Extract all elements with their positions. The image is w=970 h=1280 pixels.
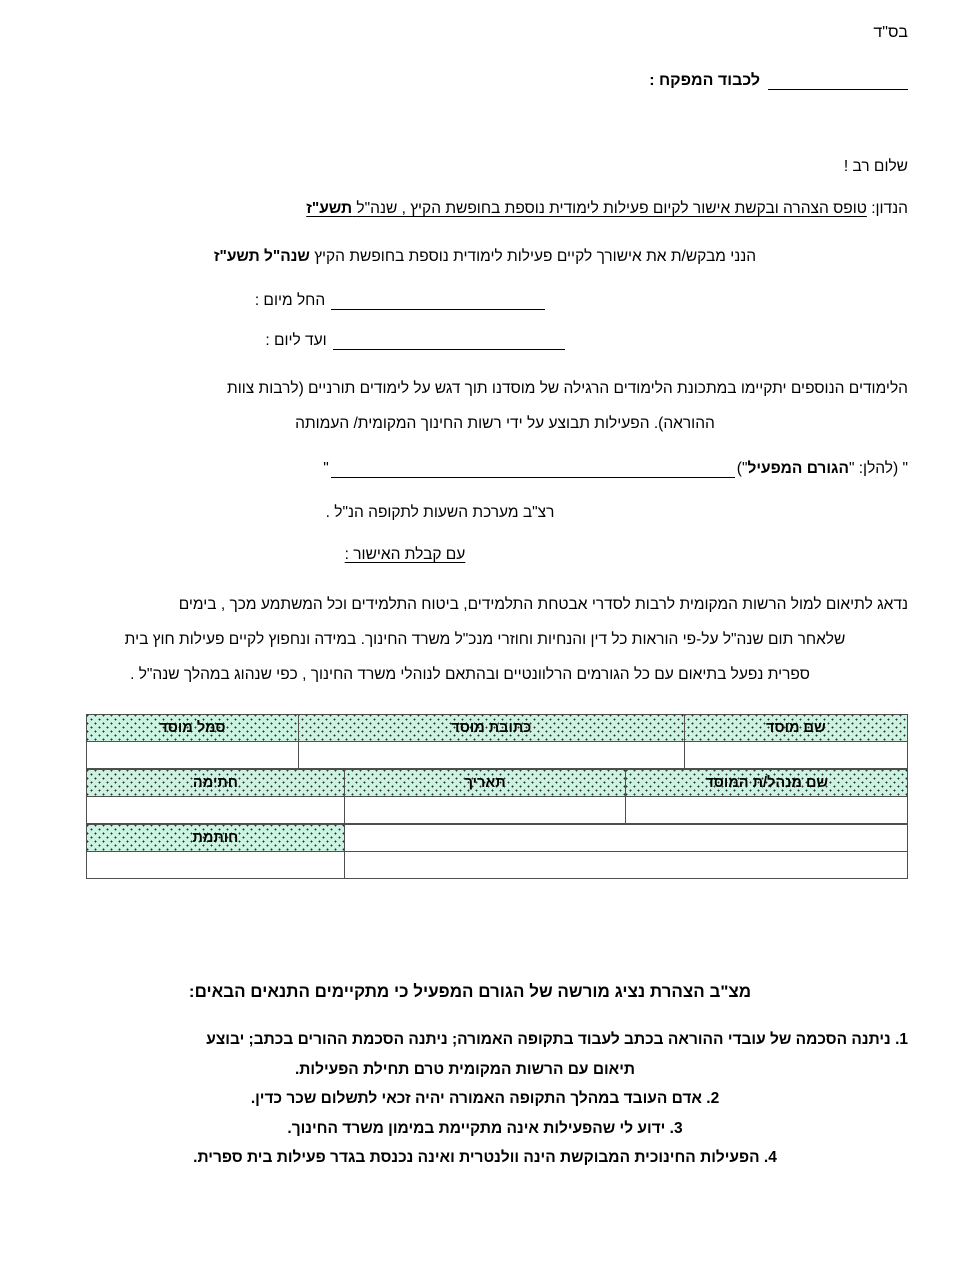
operator-suffix-open: " (להלן: ": [848, 460, 908, 477]
item-2-number: 2.: [706, 1090, 720, 1107]
table-section-1: [86, 714, 908, 769]
item-2-text: אדם העובד במהלך התקופה האמורה יהיה זכאי לתשלום שכר כדין.: [250, 1090, 702, 1107]
table-row: [87, 797, 908, 824]
table-row: [87, 852, 908, 879]
studies-paragraph: [62, 372, 908, 442]
subject-prefix: הנדון:: [871, 200, 908, 217]
operator-suffix: [737, 460, 908, 478]
input-principal-name[interactable]: [626, 797, 908, 824]
date-to-blank-line[interactable]: [333, 334, 565, 350]
date-from-blank-line[interactable]: [331, 294, 545, 310]
institution-details-table: [86, 714, 908, 879]
bsd-header: בס"ד: [873, 24, 908, 41]
list-item: [62, 1091, 908, 1107]
operator-open-quote: ": [323, 460, 329, 477]
addressee-label: לכבוד המפקח :: [649, 72, 760, 89]
coord-line-2: שלאחר תום שנה"ל על-פי הוראות כל דין והנחיות וחוזרי מנכ"ל משרד החינוך. במידה ונחפוץ לקיים פעילות חוץ בית: [124, 630, 846, 648]
declaration-item-1-line-1: [62, 1032, 908, 1048]
greeting-text: שלום רב !: [843, 158, 908, 175]
header-institution-symbol: סמל מוסד: [87, 715, 299, 742]
header-stamp: חותמת: [87, 825, 345, 852]
stamp-spacer-cell-2: [344, 852, 907, 879]
input-signature[interactable]: [87, 797, 345, 824]
header-signature: חתימה: [87, 770, 345, 797]
input-institution-address[interactable]: [298, 742, 684, 769]
operator-blank-line[interactable]: [331, 461, 735, 478]
request-line: [62, 248, 908, 266]
studies-line-1: הלימודים הנוספים יתקיימו במתכונת הלימודים הרגילה של מוסדנו תוך דגש על לימודים תורניים (לרבות צוות: [227, 380, 908, 397]
coord-line-1: נדאג לתיאום למול הרשות המקומית לרבות לסדרי אבטחת התלמידים, ביטוח התלמידים וכל המשתמע מכך , בימים: [178, 596, 908, 613]
item-3-text: ידוע לי שהפעילות אינה מתקיימת במימון משרד החינוך.: [287, 1119, 666, 1137]
item-4-number: 4.: [763, 1149, 777, 1166]
declaration-items-list: [62, 1032, 908, 1180]
studies-line-2: ההוראה). הפעילות תבוצע על ידי רשות החינוך המקומית/ העמותה: [295, 414, 715, 432]
item-3-number: 3.: [669, 1119, 683, 1137]
item-1-text-1: ניתנה הסכמה של עובדי ההוראה בכתב לעבוד בתקופה האמורה; ניתנה הסכמת ההורים בכתב; יבוצע: [206, 1031, 891, 1048]
upon-approval-text: עם קבלת האישור :: [344, 546, 466, 563]
stamp-spacer-cell: [344, 825, 907, 852]
list-item: [62, 1032, 908, 1077]
input-stamp[interactable]: [87, 852, 345, 879]
input-institution-name[interactable]: [684, 742, 907, 769]
table-row: [87, 770, 908, 797]
header-institution-name: שם מוסד: [684, 715, 907, 742]
addressee-row: [649, 72, 908, 90]
date-to-row: [0, 332, 970, 350]
operator-term: הגורם המפעיל: [747, 460, 849, 477]
operator-row: [62, 460, 908, 478]
table-row: [87, 825, 908, 852]
request-year: שנה"ל תשע"ז: [213, 248, 310, 265]
table-row: [87, 715, 908, 742]
item-1-number: 1.: [895, 1031, 908, 1048]
table-section-2: [86, 769, 908, 824]
date-to-label: ועד ליום :: [265, 332, 327, 349]
header-institution-address: כתובת מוסד: [298, 715, 684, 742]
list-item: [62, 1150, 908, 1166]
upon-approval-heading: [62, 546, 908, 564]
table-section-3: [86, 824, 908, 879]
coord-line-3: ספרית נפעל בתיאום עם כל הגורמים הרלוונטיים ובהתאם לנוהלי משרד החינוך , כפי שנהוג במהלך שנה"ל .: [130, 665, 810, 683]
date-from-label: החל מיום :: [254, 292, 326, 309]
coordination-paragraph: [62, 588, 908, 693]
item-1-text-2: תיאום עם הרשות המקומית טרם תחילת הפעילות.: [294, 1060, 636, 1078]
input-date[interactable]: [344, 797, 626, 824]
subject-year: תשע"ז: [306, 200, 353, 217]
table-row: [87, 742, 908, 769]
item-4-text: הפעילות החינוכית המבוקשת הינה וולנטרית ואינה נכנסת בגדר פעילות בית ספרית.: [193, 1149, 760, 1166]
input-institution-symbol[interactable]: [87, 742, 299, 769]
header-date: תאריך: [344, 770, 626, 797]
operator-suffix-close: "): [736, 460, 748, 477]
subject-line: [62, 200, 908, 218]
declaration-title: מצ"ב הצהרת נציג מורשה של הגורם המפעיל כי מתקיימים התנאים הבאים:: [188, 982, 752, 1001]
header-principal-name: שם מנהל/ת המוסד: [626, 770, 908, 797]
subject-body: טופס הצהרה ובקשת אישור לקיום פעילות לימודית נוספת בחופשת הקיץ , שנה"ל: [356, 200, 867, 217]
request-text: הנני מבקש/ת את אישורך לקיים פעילות לימודית נוספת בחופשת הקיץ: [314, 248, 757, 265]
date-from-row: [0, 292, 970, 310]
list-item: [62, 1121, 908, 1137]
hours-schedule-line: רצ"ב מערכת השעות לתקופה הנ"ל .: [325, 504, 555, 521]
addressee-blank-line[interactable]: [768, 75, 908, 90]
